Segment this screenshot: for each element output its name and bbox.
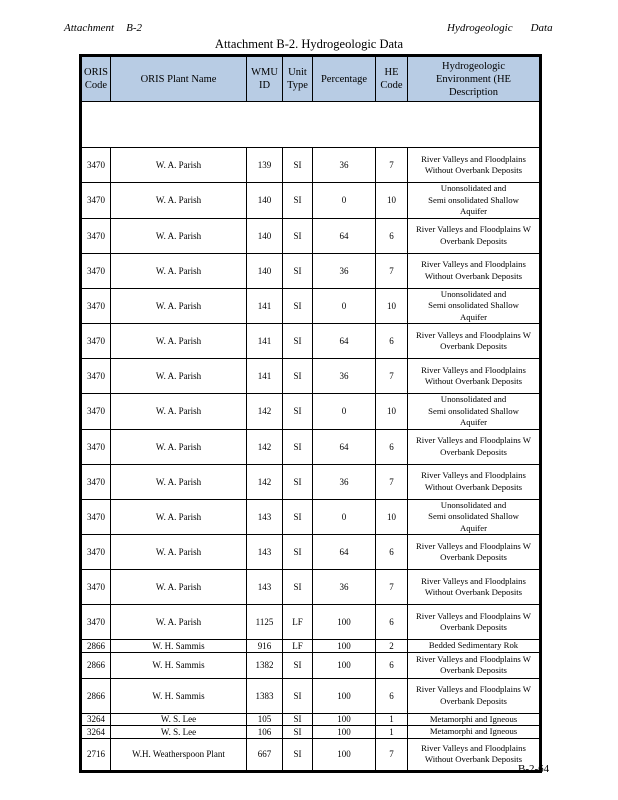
he-description-cell [408,640,541,653]
oris-code-cell: 3264 [81,726,111,739]
he-code-cell: 10 [376,288,408,324]
unit-type-cell: SI [283,253,313,288]
oris-code-cell: 3470 [81,183,111,219]
he-description-line: Overbank Deposits [440,552,507,562]
plant-name-cell: W. A. Parish [111,288,247,324]
he-description-line: Semi onsolidated Shallow [428,511,519,521]
oris-code-cell: 2866 [81,678,111,713]
he-code-cell: 6 [376,605,408,640]
table-row [81,464,541,499]
percentage-cell: 100 [313,713,376,726]
unit-type-cell: SI [283,570,313,605]
hydrogeologic-data-table [79,54,542,773]
he-description-line: Semi onsolidated Shallow [428,405,519,416]
percentage-cell: 36 [313,253,376,288]
he-code-cell: 6 [376,429,408,464]
he-description-line: Overbank Deposits [440,695,507,706]
table-row [81,218,541,253]
plant-name-cell: W. A. Parish [111,359,247,394]
he-description-line: River Valleys and Floodplains W [415,540,532,551]
wmu-id-cell: 140 [247,183,283,219]
table-row [81,253,541,288]
he-description-line: Aquifer [459,417,488,427]
he-description-cell [408,499,541,535]
he-description-line: River Valleys and Floodplains W [415,224,532,234]
he-code-cell: 6 [376,324,408,359]
he-code-cell: 10 [376,499,408,535]
percentage-cell: 64 [313,535,376,570]
oris-code-cell: 3470 [81,429,111,464]
he-code-cell: 2 [376,640,408,653]
percentage-cell: 64 [313,324,376,359]
percentage-cell: 100 [313,652,376,678]
oris-code-cell: 3470 [81,535,111,570]
he-description-line: Unonsolidated and [440,499,507,510]
unit-type-cell: SI [283,738,313,771]
he-description-line: Overbank Deposits [440,622,507,632]
plant-name-cell: W. S. Lee [111,713,247,726]
he-description-line: Overbank Deposits [440,235,507,246]
plant-name-cell: W. A. Parish [111,324,247,359]
wmu-id-cell: 142 [247,429,283,464]
he-description-line: Without Overbank Deposits [424,270,523,281]
he-description-line: Without Overbank Deposits [424,754,523,764]
wmu-id-cell: 1125 [247,605,283,640]
he-description-cell [408,394,541,430]
he-description-line: River Valleys and Floodplains [421,259,526,269]
unit-type-cell: SI [283,726,313,739]
he-description-cell [408,324,541,359]
he-description-cell [408,253,541,288]
col-header-plant-name: ORIS Plant Name [111,56,247,102]
he-description-line: Aquifer [459,311,488,322]
he-code-cell: 1 [376,713,408,726]
he-description-line: Semi onsolidated Shallow [428,300,519,310]
wmu-id-cell: 143 [247,499,283,535]
plant-name-cell: W. A. Parish [111,605,247,640]
he-description-line: River Valleys and Floodplains W [415,684,532,694]
he-code-cell: 7 [376,148,408,183]
he-code-cell: 7 [376,253,408,288]
unit-type-cell: LF [283,605,313,640]
unit-type-cell: SI [283,218,313,253]
table-row [81,738,541,771]
plant-name-cell: W. A. Parish [111,253,247,288]
he-description-line: Without Overbank Deposits [424,481,523,492]
he-description-cell [408,726,541,739]
plant-name-cell: W. H. Sammis [111,640,247,653]
wmu-id-cell: 141 [247,288,283,324]
he-description-line: River Valleys and Floodplains [421,364,526,375]
col-header-he-code: HE Code [376,56,408,102]
plant-name-cell: W. A. Parish [111,218,247,253]
unit-type-cell: SI [283,535,313,570]
he-description-line: Overbank Deposits [440,446,507,457]
page-title: Attachment B-2. Hydrogeologic Data [214,37,404,51]
he-description-cell [408,218,541,253]
unit-type-cell: SI [283,678,313,713]
percentage-cell: 0 [313,499,376,535]
he-description-cell [408,183,541,219]
he-description-line: River Valleys and Floodplains W [415,653,532,664]
percentage-cell: 36 [313,148,376,183]
he-description-line: Without Overbank Deposits [424,587,523,597]
oris-code-cell: 3470 [81,148,111,183]
he-description-cell [408,652,541,678]
he-code-cell: 6 [376,535,408,570]
unit-type-cell: SI [283,324,313,359]
unit-type-cell: SI [283,499,313,535]
he-description-line: Unonsolidated and [440,288,507,299]
he-description-cell [408,713,541,726]
he-description-cell [408,678,541,713]
he-description-line: Overbank Deposits [440,341,507,351]
wmu-id-cell: 142 [247,464,283,499]
table-row [81,499,541,535]
wmu-id-cell: 667 [247,738,283,771]
plant-name-cell: W. H. Sammis [111,652,247,678]
plant-name-cell: W. A. Parish [111,499,247,535]
plant-name-cell: W. S. Lee [111,726,247,739]
oris-code-cell: 2866 [81,652,111,678]
oris-code-cell: 3470 [81,359,111,394]
he-description-line: Without Overbank Deposits [424,165,523,175]
wmu-id-cell: 143 [247,535,283,570]
percentage-cell: 100 [313,678,376,713]
he-description-line: Metamorphi and Igneous [429,726,518,736]
page-number: B-2-64 [518,763,550,775]
he-code-cell: 6 [376,678,408,713]
table-row [81,183,541,219]
unit-type-cell: SI [283,394,313,430]
he-description-cell [408,605,541,640]
running-header-left [64,22,142,34]
table-row [81,713,541,726]
oris-code-cell: 3470 [81,324,111,359]
oris-code-cell: 2716 [81,738,111,771]
table-row [81,394,541,430]
he-code-cell: 6 [376,652,408,678]
col-header-wmu-id: WMU ID [247,56,283,102]
percentage-cell: 0 [313,394,376,430]
table-header-row [81,56,541,102]
he-description-cell [408,535,541,570]
oris-code-cell: 3470 [81,288,111,324]
wmu-id-cell: 142 [247,394,283,430]
he-description-line: River Valleys and Floodplains [421,153,526,164]
unit-type-cell: SI [283,429,313,464]
percentage-cell: 100 [313,738,376,771]
plant-name-cell: W. A. Parish [111,148,247,183]
plant-name-cell: W. A. Parish [111,394,247,430]
percentage-cell: 0 [313,288,376,324]
he-description-cell [408,288,541,324]
header-section-label: Hydrogeologic [447,22,513,34]
he-description-line: River Valleys and Floodplains W [415,329,532,340]
header-attachment-id: B-2 [126,22,142,34]
col-header-unit-type: Unit Type [283,56,313,102]
he-code-cell: 7 [376,464,408,499]
col-header-percentage: Percentage [313,56,376,102]
he-code-cell: 7 [376,570,408,605]
he-code-cell: 7 [376,359,408,394]
table-row [81,359,541,394]
table-row [81,605,541,640]
col-header-oris-code: ORIS Code [81,56,111,102]
wmu-id-cell: 916 [247,640,283,653]
percentage-cell: 64 [313,429,376,464]
unit-type-cell: SI [283,652,313,678]
he-description-line: Without Overbank Deposits [424,376,523,386]
unit-type-cell: SI [283,288,313,324]
he-description-cell [408,359,541,394]
percentage-cell: 64 [313,218,376,253]
oris-code-cell: 3264 [81,713,111,726]
he-code-cell: 10 [376,183,408,219]
plant-name-cell: W. A. Parish [111,429,247,464]
percentage-cell: 0 [313,183,376,219]
table-row [81,148,541,183]
he-description-line: Overbank Deposits [440,665,507,675]
he-description-line: Aquifer [459,206,488,216]
he-description-line: River Valleys and Floodplains [421,575,526,586]
he-description-line: River Valleys and Floodplains W [415,610,532,621]
table-row [81,652,541,678]
table-row [81,678,541,713]
percentage-cell: 100 [313,605,376,640]
unit-type-cell: SI [283,464,313,499]
plant-name-cell: W. A. Parish [111,570,247,605]
wmu-id-cell: 139 [247,148,283,183]
header-attachment-label: Attachment [64,22,115,34]
percentage-cell: 36 [313,464,376,499]
table-row [81,640,541,653]
he-description-line: Bedded Sedimentary Rok [428,640,519,650]
oris-code-cell: 3470 [81,499,111,535]
plant-name-cell: W. A. Parish [111,464,247,499]
wmu-id-cell: 141 [247,359,283,394]
he-code-cell: 7 [376,738,408,771]
he-code-cell: 1 [376,726,408,739]
he-description-line: River Valleys and Floodplains [421,742,526,753]
he-description-line: Semi onsolidated Shallow [428,194,519,205]
table-row [81,535,541,570]
percentage-cell: 36 [313,359,376,394]
oris-code-cell: 3470 [81,605,111,640]
percentage-cell: 36 [313,570,376,605]
table-row [81,429,541,464]
oris-code-cell: 3470 [81,570,111,605]
he-code-cell: 10 [376,394,408,430]
wmu-id-cell: 141 [247,324,283,359]
wmu-id-cell: 1382 [247,652,283,678]
wmu-id-cell: 106 [247,726,283,739]
unit-type-cell: LF [283,640,313,653]
he-description-line: Unonsolidated and [440,183,507,193]
oris-code-cell: 3470 [81,253,111,288]
wmu-id-cell: 1383 [247,678,283,713]
unit-type-cell: SI [283,713,313,726]
he-description-line: River Valleys and Floodplains W [415,435,532,445]
percentage-cell: 100 [313,726,376,739]
wmu-id-cell: 140 [247,253,283,288]
oris-code-cell: 3470 [81,218,111,253]
he-description-cell [408,429,541,464]
he-description-line: River Valleys and Floodplains [421,470,526,480]
header-section-label-2: Data [530,22,553,34]
he-description-cell [408,464,541,499]
table-row [81,570,541,605]
wmu-id-cell: 143 [247,570,283,605]
plant-name-cell: W. H. Sammis [111,678,247,713]
wmu-id-cell: 105 [247,713,283,726]
table-row [81,324,541,359]
oris-code-cell: 3470 [81,394,111,430]
wmu-id-cell: 140 [247,218,283,253]
running-header-right [447,22,553,34]
he-description-cell [408,570,541,605]
he-description-cell [408,148,541,183]
he-description-line: Metamorphi and Igneous [429,713,518,724]
plant-name-cell: W. A. Parish [111,183,247,219]
unit-type-cell: SI [283,183,313,219]
table-row [81,726,541,739]
percentage-cell: 100 [313,640,376,653]
oris-code-cell: 2866 [81,640,111,653]
plant-name-cell: W. A. Parish [111,535,247,570]
unit-type-cell: SI [283,359,313,394]
unit-type-cell: SI [283,148,313,183]
plant-name-cell: W.H. Weatherspoon Plant [111,738,247,771]
oris-code-cell: 3470 [81,464,111,499]
table-row [81,288,541,324]
he-code-cell: 6 [376,218,408,253]
he-description-line: Unonsolidated and [440,394,507,404]
col-header-he-description: Hydrogeologic Environment (HE Description [408,56,541,102]
he-description-line: Aquifer [459,522,488,533]
